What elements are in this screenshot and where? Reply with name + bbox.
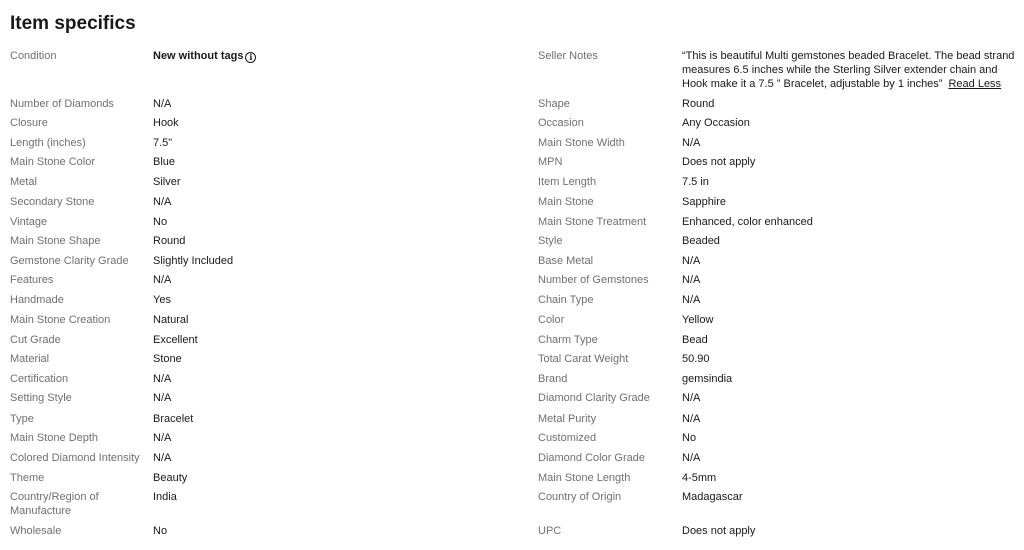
spec-label: Base Metal: [538, 255, 594, 267]
spec-row: [10, 97, 520, 111]
spec-value: Does not apply: [682, 525, 756, 537]
spec-row: [10, 451, 520, 465]
seller-notes-value: [682, 49, 1018, 91]
spec-label: Cut Grade: [10, 334, 61, 346]
spec-label: Occasion: [538, 117, 584, 129]
spec-row: [10, 313, 520, 327]
spec-value: 7.5 in: [682, 176, 709, 188]
spec-value: Round: [682, 98, 715, 110]
spec-value: N/A: [682, 452, 701, 464]
spec-row: [538, 352, 1018, 366]
spec-value: N/A: [153, 373, 172, 385]
spec-row: [10, 273, 520, 287]
spec-value: N/A: [153, 432, 172, 444]
spec-value: N/A: [153, 452, 172, 464]
spec-label: Metal Purity: [538, 413, 597, 425]
spec-label: Shape: [538, 98, 570, 110]
spec-label: Condition: [10, 50, 57, 62]
spec-label: Item Length: [538, 176, 597, 188]
spec-row: [10, 215, 520, 229]
spec-label: Style: [538, 235, 563, 247]
spec-label: Main Stone Treatment: [538, 216, 647, 228]
spec-row: [10, 116, 520, 130]
spec-value: Stone: [153, 353, 182, 365]
spec-row: [538, 431, 1018, 445]
spec-value: Excellent: [153, 334, 198, 346]
spec-row: [10, 524, 520, 538]
spec-row: [538, 175, 1018, 189]
spec-row: [538, 412, 1018, 426]
spec-label: Metal: [10, 176, 37, 188]
spec-row: [538, 313, 1018, 327]
spec-row: [538, 195, 1018, 209]
spec-label: Gemstone Clarity Grade: [10, 255, 129, 267]
spec-value: N/A: [682, 413, 701, 425]
spec-label: Customized: [538, 432, 597, 444]
spec-value: India: [153, 491, 177, 503]
spec-row: [10, 471, 520, 485]
spec-label: Diamond Color Grade: [538, 452, 645, 464]
read-less-link[interactable]: Read Less: [948, 78, 1002, 90]
spec-value: Any Occasion: [682, 117, 750, 129]
spec-label: Country/Region of Manufacture: [10, 491, 99, 517]
spec-row: [538, 372, 1018, 386]
spec-label: Secondary Stone: [10, 196, 95, 208]
spec-label: Number of Gemstones: [538, 274, 649, 286]
spec-label: Length (inches): [10, 137, 86, 149]
spec-label: Number of Diamonds: [10, 98, 114, 110]
spec-row: [538, 524, 1018, 538]
spec-row: [10, 490, 520, 518]
spec-row: [538, 273, 1018, 287]
spec-value: Beauty: [153, 472, 188, 484]
spec-row: [538, 490, 1018, 504]
spec-label: Main Stone: [538, 196, 594, 208]
spec-label: Setting Style: [10, 392, 72, 404]
condition-value: New without tags: [153, 50, 244, 62]
spec-value: Does not apply: [682, 156, 756, 168]
spec-value: N/A: [682, 255, 701, 267]
spec-row: [538, 116, 1018, 130]
spec-value: N/A: [682, 294, 701, 306]
spec-value: No: [153, 216, 168, 228]
spec-value: 7.5": [153, 137, 173, 149]
spec-row: [538, 234, 1018, 248]
spec-value: Yellow: [682, 314, 714, 326]
spec-value: Enhanced, color enhanced: [682, 216, 813, 228]
spec-value: N/A: [153, 392, 172, 404]
spec-label: Main Stone Shape: [10, 235, 101, 247]
info-icon[interactable]: i: [245, 52, 256, 63]
spec-row: [538, 293, 1018, 307]
spec-row: [10, 254, 520, 268]
spec-row: [538, 391, 1018, 405]
spec-value: Hook: [153, 117, 179, 129]
spec-value: Round: [153, 235, 186, 247]
spec-row: [10, 412, 520, 426]
spec-row: [538, 333, 1018, 347]
spec-row: [10, 333, 520, 347]
spec-label: Features: [10, 274, 54, 286]
spec-row: [538, 215, 1018, 229]
spec-value: [153, 49, 520, 63]
spec-value: Blue: [153, 156, 176, 168]
spec-label: Chain Type: [538, 294, 594, 306]
spec-row: [538, 471, 1018, 485]
spec-value: No: [682, 432, 697, 444]
spec-row: [10, 175, 520, 189]
spec-label: Main Stone Width: [538, 137, 625, 149]
spec-value: N/A: [153, 196, 172, 208]
spec-value: N/A: [153, 274, 172, 286]
spec-label: Main Stone Color: [10, 156, 95, 168]
spec-label: Colored Diamond Intensity: [10, 452, 140, 464]
seller-notes-text: “This is beautiful Multi gemstones beaded Bracelet. The bead strand measures 6.5 inches while the Sterling Silver extender chain and Hook make it a 7.5 ” Bracelet, adjustable by 1 inches”: [682, 50, 1015, 90]
spec-label: Total Carat Weight: [538, 353, 629, 365]
spec-row: [10, 234, 520, 248]
spec-label: Theme: [10, 472, 45, 484]
spec-row: [538, 97, 1018, 111]
spec-label: Main Stone Creation: [10, 314, 111, 326]
spec-label: MPN: [538, 156, 563, 168]
spec-row: [10, 352, 520, 366]
spec-row: [10, 293, 520, 307]
spec-value: N/A: [682, 392, 701, 404]
spec-value: Sapphire: [682, 196, 727, 208]
spec-label: Seller Notes: [538, 50, 598, 62]
spec-label: UPC: [538, 525, 562, 537]
spec-value: gemsindia: [682, 373, 733, 385]
spec-row: [10, 155, 520, 169]
spec-value: 50.90: [682, 353, 710, 365]
spec-value: Bead: [682, 334, 708, 346]
spec-row: [10, 372, 520, 386]
spec-value: Slightly Included: [153, 255, 234, 267]
spec-row: [10, 391, 520, 405]
spec-value: Yes: [153, 294, 171, 306]
section-title: Item specifics: [10, 13, 136, 34]
spec-row: [538, 136, 1018, 150]
spec-label: Type: [10, 413, 34, 425]
spec-row-seller-notes: [538, 49, 1018, 91]
spec-label: Wholesale: [10, 525, 62, 537]
spec-label: Handmade: [10, 294, 64, 306]
spec-row: [538, 451, 1018, 465]
spec-value: 4-5mm: [682, 472, 717, 484]
spec-value: Madagascar: [682, 491, 743, 503]
spec-row: [10, 136, 520, 150]
spec-value: N/A: [682, 137, 701, 149]
spec-label: Charm Type: [538, 334, 598, 346]
spec-label: Vintage: [10, 216, 48, 228]
spec-row-condition: [10, 49, 520, 63]
spec-label: Closure: [10, 117, 48, 129]
spec-row: [538, 254, 1018, 268]
spec-row: [538, 155, 1018, 169]
spec-label: Material: [10, 353, 50, 365]
spec-label: Diamond Clarity Grade: [538, 392, 650, 404]
spec-value: N/A: [153, 98, 172, 110]
spec-label: Country of Origin: [538, 491, 622, 503]
spec-value: Bracelet: [153, 413, 194, 425]
spec-value: Natural: [153, 314, 189, 326]
spec-value: Silver: [153, 176, 181, 188]
spec-value: Beaded: [682, 235, 720, 247]
spec-value: No: [153, 525, 168, 537]
spec-row: [10, 195, 520, 209]
spec-label: Main Stone Depth: [10, 432, 99, 444]
spec-row: [10, 431, 520, 445]
spec-value: N/A: [682, 274, 701, 286]
spec-label: Main Stone Length: [538, 472, 631, 484]
spec-label: Brand: [538, 373, 568, 385]
spec-label: Certification: [10, 373, 69, 385]
spec-label: Color: [538, 314, 565, 326]
